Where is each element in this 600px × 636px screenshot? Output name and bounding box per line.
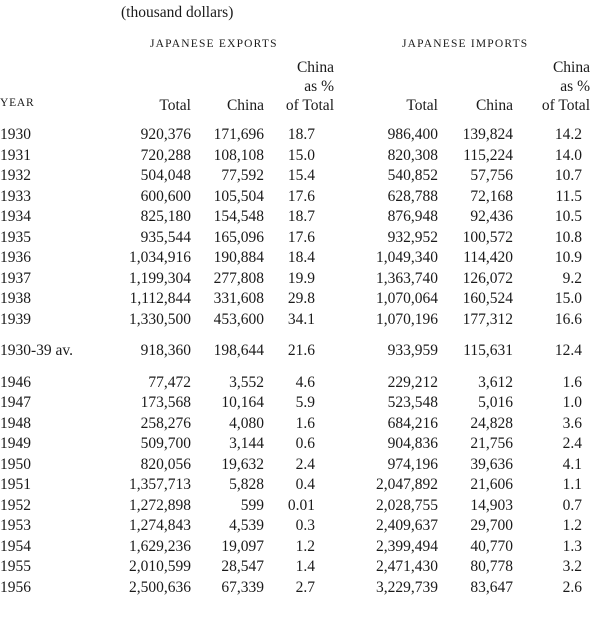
import-china-cell: 5,016 (478, 394, 513, 411)
import-total-cell: 1,049,340 (376, 249, 438, 266)
export-total-cell: 1,112,844 (129, 290, 191, 307)
year-cell: 1935 (0, 228, 31, 246)
export-china-cell: 4,080 (229, 414, 264, 432)
import-total-cell: 2,028,755 (376, 496, 438, 514)
year-cell: 1949 (0, 435, 31, 452)
export-china-cell: 4,539 (229, 517, 264, 534)
export-pct-cell: 21.6 (287, 342, 315, 359)
import-pct-cell: 1.6 (562, 373, 582, 391)
export-china-cell: 10,164 (221, 394, 264, 411)
import-china-cell: 80,778 (470, 558, 513, 575)
import-total-cell: 540,852 (387, 167, 438, 184)
table-row (0, 187, 590, 208)
import-pct-cell: 9.2 (562, 269, 582, 287)
export-pct-cell: 18.7 (287, 126, 315, 143)
export-total-cell: 1,274,843 (129, 517, 191, 534)
export-total-cell: 2,500,636 (129, 578, 191, 596)
export-china-cell: 165,096 (213, 228, 264, 246)
spacer-cell (0, 330, 590, 341)
table-row (0, 373, 590, 394)
export-pct-line-3: of Total (285, 97, 334, 114)
table-row (0, 146, 590, 167)
export-pct-cell: 34.1 (287, 310, 315, 328)
export-pct-cell: 2.4 (295, 455, 315, 473)
col-header-import-china: China (475, 97, 513, 114)
import-total-cell: 986,400 (387, 126, 438, 143)
table-row (0, 578, 590, 599)
col-header-export-china: China (226, 97, 264, 114)
import-pct-cell: 10.7 (554, 167, 582, 184)
table-body (0, 125, 590, 598)
table-row (0, 455, 590, 476)
spacer-cell (0, 362, 590, 373)
import-total-cell: 933,959 (387, 342, 438, 359)
table-row (0, 228, 590, 249)
table-row (0, 516, 590, 537)
col-header-import-pct (513, 58, 590, 125)
import-china-cell: 115,631 (463, 342, 513, 359)
year-cell: 1946 (0, 373, 31, 391)
import-pct-cell: 1.1 (562, 476, 582, 493)
import-pct-cell: 1.2 (562, 517, 582, 534)
export-pct-cell: 1.2 (295, 537, 315, 555)
import-china-cell: 3,612 (478, 373, 513, 391)
export-china-cell: 19,632 (221, 455, 264, 473)
export-total-cell: 1,199,304 (129, 269, 191, 287)
export-total-cell: 258,276 (140, 414, 191, 432)
export-pct-cell: 15.4 (287, 167, 315, 184)
export-total-cell: 920,376 (140, 126, 191, 143)
unit-note: (thousand dollars) (121, 4, 234, 21)
year-cell: 1938 (0, 290, 31, 307)
table-row (0, 434, 590, 455)
export-pct-line-2: as % (304, 78, 334, 95)
year-cell: 1937 (0, 269, 31, 287)
row-spacer (0, 330, 590, 341)
export-pct-cell: 1.6 (295, 414, 315, 432)
import-china-cell: 92,436 (470, 208, 513, 225)
export-total-cell: 509,700 (140, 435, 191, 452)
export-china-cell: 5,828 (229, 476, 264, 493)
export-china-cell: 154,548 (213, 208, 264, 225)
table-row (0, 289, 590, 310)
export-china-cell: 190,884 (213, 249, 264, 266)
year-cell: 1936 (0, 249, 31, 266)
import-pct-cell: 3.2 (562, 558, 582, 575)
import-total-cell: 523,548 (387, 394, 438, 411)
export-pct-cell: 0.3 (295, 517, 315, 534)
import-china-cell: 72,168 (470, 187, 513, 205)
export-pct-cell: 0.01 (287, 496, 315, 514)
export-china-cell: 277,808 (213, 269, 264, 287)
export-total-cell: 1,272,898 (129, 496, 191, 514)
import-total-cell: 628,788 (387, 187, 438, 205)
export-china-cell: 599 (240, 496, 264, 514)
header-row (0, 58, 590, 125)
year-cell: 1950 (0, 455, 31, 473)
table-row (0, 496, 590, 517)
import-total-cell: 2,471,430 (376, 558, 438, 575)
import-total-cell: 904,836 (387, 435, 438, 452)
import-pct-cell: 4.1 (562, 455, 582, 473)
import-pct-cell: 0.7 (562, 496, 582, 514)
import-pct-cell: 14.2 (554, 126, 582, 143)
import-china-cell: 24,828 (470, 414, 513, 432)
export-china-cell: 19,097 (221, 537, 264, 555)
import-china-cell: 39,636 (470, 455, 513, 473)
import-pct-cell: 10.8 (554, 228, 582, 246)
year-cell: 1948 (0, 414, 31, 432)
row-spacer (0, 362, 590, 373)
table-row (0, 207, 590, 228)
import-china-cell: 115,224 (463, 146, 513, 164)
export-pct-cell: 5.9 (295, 394, 315, 411)
import-pct-cell: 10.5 (554, 208, 582, 225)
import-total-cell: 3,229,739 (376, 578, 438, 596)
export-china-cell: 171,696 (213, 126, 264, 143)
export-total-cell: 1,034,916 (129, 249, 191, 266)
export-pct-cell: 18.4 (287, 249, 315, 266)
year-cell: 1954 (0, 537, 31, 555)
import-china-cell: 126,072 (462, 269, 513, 287)
export-pct-cell: 0.4 (295, 476, 315, 493)
import-pct-cell: 10.9 (554, 249, 582, 266)
table-row (0, 269, 590, 290)
year-cell: 1947 (0, 394, 31, 411)
import-pct-cell: 2.6 (562, 578, 582, 596)
col-header-import-total: Total (406, 97, 438, 114)
export-total-cell: 504,048 (140, 167, 191, 184)
import-china-cell: 29,700 (470, 517, 513, 534)
year-cell: 1934 (0, 208, 31, 225)
col-header-export-total: Total (159, 97, 191, 114)
import-pct-cell: 16.6 (554, 310, 582, 328)
import-china-cell: 177,312 (462, 310, 513, 328)
export-total-cell: 77,472 (148, 373, 191, 391)
import-pct-cell: 1.0 (562, 394, 582, 411)
import-pct-line-1: China (552, 59, 590, 76)
import-pct-cell: 2.4 (562, 435, 582, 452)
year-cell: 1930-39 av. (0, 342, 74, 359)
year-cell: 1953 (0, 517, 31, 534)
year-cell: 1939 (0, 310, 31, 328)
table-row (0, 125, 590, 146)
imports-group-heading: JAPANESE IMPORTS (402, 38, 529, 50)
import-total-cell: 2,409,637 (376, 517, 438, 534)
export-total-cell: 918,360 (140, 342, 191, 359)
export-china-cell: 3,552 (229, 373, 264, 391)
export-pct-cell: 15.0 (287, 146, 315, 164)
export-china-cell: 67,339 (221, 578, 264, 596)
trade-table (0, 58, 590, 598)
export-total-cell: 825,180 (140, 208, 191, 225)
import-china-cell: 139,824 (462, 126, 513, 143)
year-cell: 1932 (0, 167, 31, 184)
export-total-cell: 1,629,236 (129, 537, 191, 555)
import-china-cell: 21,756 (470, 435, 513, 452)
import-total-cell: 684,216 (387, 414, 438, 432)
export-china-cell: 77,592 (221, 167, 264, 184)
export-pct-cell: 2.7 (295, 578, 315, 596)
import-total-cell: 820,308 (387, 146, 438, 164)
import-china-cell: 14,903 (470, 496, 513, 514)
export-pct-cell: 1.4 (295, 558, 315, 575)
export-pct-cell: 17.6 (287, 187, 315, 205)
export-total-cell: 720,288 (140, 146, 191, 164)
year-cell: 1956 (0, 578, 31, 596)
year-cell: 1952 (0, 496, 31, 514)
import-total-cell: 229,212 (387, 373, 438, 391)
import-pct-line-2: as % (560, 78, 590, 95)
table-row (0, 537, 590, 558)
table-row (0, 341, 590, 362)
export-total-cell: 935,544 (140, 228, 191, 246)
table-row (0, 414, 590, 435)
export-pct-cell: 0.6 (295, 435, 315, 452)
import-total-cell: 1,070,064 (376, 290, 438, 307)
import-china-cell: 100,572 (462, 228, 513, 246)
export-total-cell: 2,010,599 (129, 558, 191, 575)
export-pct-cell: 18.7 (287, 208, 315, 225)
import-pct-cell: 14.0 (554, 146, 582, 164)
export-total-cell: 1,330,500 (129, 310, 191, 328)
export-pct-cell: 29.8 (287, 290, 315, 307)
import-china-cell: 21,606 (470, 476, 513, 493)
import-total-cell: 2,047,892 (376, 476, 438, 493)
export-total-cell: 820,056 (140, 455, 191, 473)
table-row (0, 475, 590, 496)
table-row (0, 248, 590, 269)
import-pct-line-3: of Total (541, 97, 590, 114)
import-china-cell: 57,756 (470, 167, 513, 184)
import-pct-cell: 1.3 (562, 537, 582, 555)
year-cell: 1930 (0, 126, 31, 143)
export-total-cell: 600,600 (140, 187, 191, 205)
export-pct-cell: 4.6 (295, 373, 315, 391)
import-china-cell: 114,420 (463, 249, 513, 266)
export-china-cell: 331,608 (213, 290, 264, 307)
import-china-cell: 160,524 (462, 290, 513, 307)
import-total-cell: 876,948 (387, 208, 438, 225)
import-total-cell: 974,196 (387, 455, 438, 473)
export-china-cell: 105,504 (213, 187, 264, 205)
year-cell: 1931 (0, 146, 31, 164)
import-china-cell: 83,647 (470, 578, 513, 596)
col-header-year: YEAR (0, 97, 35, 109)
table-row (0, 310, 590, 331)
import-pct-cell: 3.6 (562, 414, 582, 432)
import-pct-cell: 15.0 (554, 290, 582, 307)
year-cell: 1955 (0, 558, 31, 575)
table-row (0, 166, 590, 187)
export-pct-cell: 19.9 (287, 269, 315, 287)
table-row (0, 393, 590, 414)
import-total-cell: 1,363,740 (376, 269, 438, 287)
export-china-cell: 453,600 (213, 310, 264, 328)
import-pct-cell: 12.4 (554, 342, 582, 359)
table-row (0, 557, 590, 578)
export-pct-line-1: China (296, 59, 334, 76)
year-cell: 1933 (0, 187, 31, 205)
export-total-cell: 173,568 (140, 394, 191, 411)
export-total-cell: 1,357,713 (129, 476, 191, 493)
year-cell: 1951 (0, 476, 31, 493)
import-pct-cell: 11.5 (555, 187, 582, 205)
export-china-cell: 198,644 (213, 342, 264, 359)
import-total-cell: 932,952 (387, 228, 438, 246)
import-total-cell: 1,070,196 (376, 310, 438, 328)
export-china-cell: 108,108 (213, 146, 264, 164)
import-china-cell: 40,770 (470, 537, 513, 555)
exports-group-heading: JAPANESE EXPORTS (150, 38, 278, 50)
export-china-cell: 28,547 (221, 558, 264, 575)
import-total-cell: 2,399,494 (376, 537, 438, 555)
export-china-cell: 3,144 (229, 435, 264, 452)
col-header-export-pct (264, 58, 334, 125)
export-pct-cell: 17.6 (287, 228, 315, 246)
